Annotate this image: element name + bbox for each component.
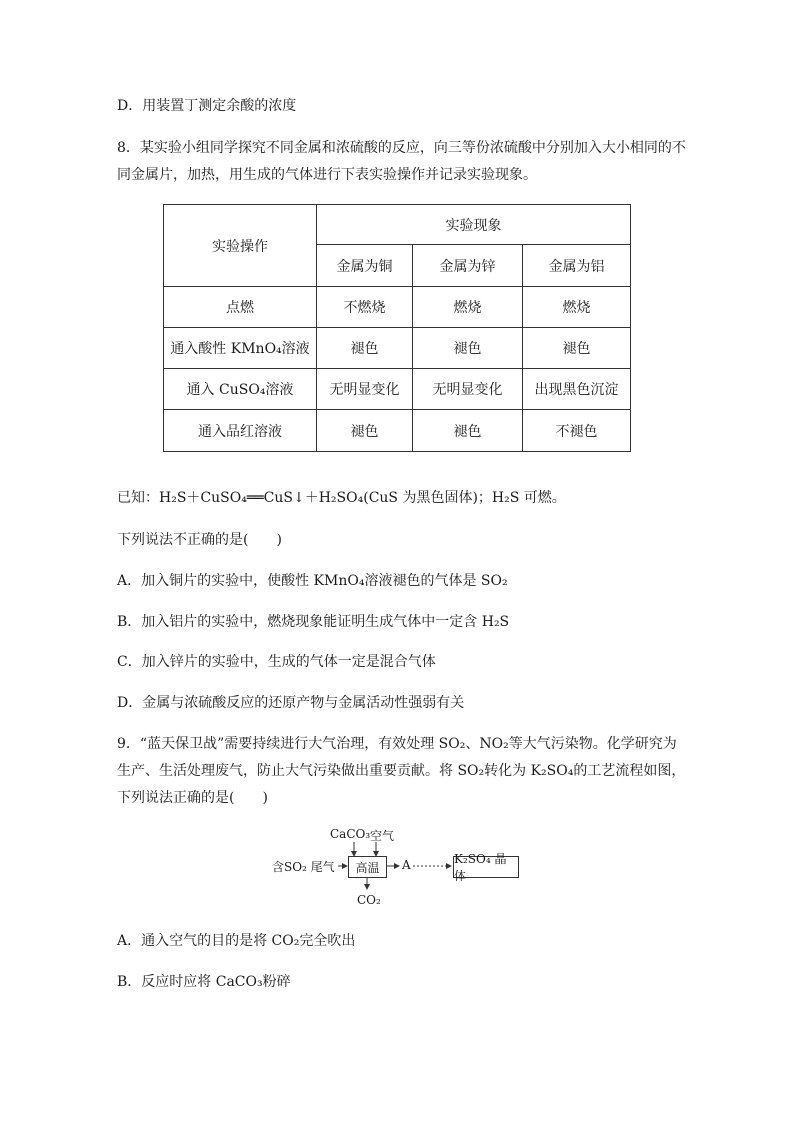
row-operation: 通入酸性 KMnO₄溶液 — [164, 328, 317, 369]
table-cell: 不褪色 — [523, 410, 631, 452]
q9-stem-line2: 生产、生活处理废气，防止大气污染做出重要贡献。将 SO₂转化为 K₂SO₄的工艺流程如图， — [117, 763, 686, 779]
q8-option-b: B．加入铝片的实验中，燃烧现象能证明生成气体中一定含 H₂S — [117, 614, 510, 630]
process-flow-diagram — [270, 825, 530, 910]
flow-process-box: 高温 — [348, 856, 387, 878]
table-cell: 燃烧 — [523, 287, 631, 328]
table-cell: 出现黑色沉淀 — [523, 369, 631, 410]
table-cell: 褪色 — [523, 328, 631, 369]
q7-option-d: D．用装置丁测定余酸的浓度 — [117, 98, 297, 114]
row-operation: 点燃 — [164, 287, 317, 328]
table-cell: 褪色 — [317, 328, 413, 369]
table-cell: 褪色 — [317, 410, 413, 452]
metal-header-aluminum: 金属为铝 — [523, 245, 631, 287]
row-operation: 通入品红溶液 — [164, 410, 317, 452]
flow-product-box: K₂SO₄ 晶体 — [453, 856, 519, 878]
header-operation: 实验操作 — [164, 205, 317, 287]
flow-intermediate: A — [402, 858, 411, 872]
table-row — [164, 328, 631, 369]
table-cell: 无明显变化 — [413, 369, 523, 410]
q8-option-d: D．金属与浓硫酸反应的还原产物与金属活动性强弱有关 — [117, 695, 465, 711]
q9-stem-line1: 9．“蓝天保卫战”需要持续进行大气治理，有效处理 SO₂、NO₂等大气污染物。化学研究为 — [117, 736, 677, 752]
q9-option-b: B．反应时应将 CaCO₃粉碎 — [117, 974, 291, 990]
flow-input-air: 空气 — [370, 829, 395, 843]
table-cell: 无明显变化 — [317, 369, 413, 410]
table-row — [164, 287, 631, 328]
metal-header-copper: 金属为铜 — [317, 245, 413, 287]
header-phenomenon: 实验现象 — [317, 205, 631, 245]
q8-option-a: A．加入铜片的实验中，使酸性 KMnO₄溶液褪色的气体是 SO₂ — [117, 573, 508, 589]
q8-option-c: C．加入锌片的实验中，生成的气体一定是混合气体 — [117, 654, 436, 670]
q8-question: 下列说法不正确的是( ) — [117, 532, 282, 548]
flow-input-caco3: CaCO₃ — [330, 827, 371, 841]
flow-input-so2-gas: 含SO₂ 尾气 — [272, 860, 335, 874]
table-cell: 褪色 — [413, 410, 523, 452]
table-cell: 不燃烧 — [317, 287, 413, 328]
row-operation: 通入 CuSO₄溶液 — [164, 369, 317, 410]
experiment-table — [163, 204, 631, 452]
q8-stem-line2: 同金属片，加热，用生成的气体进行下表实验操作并记录实验现象。 — [117, 167, 537, 183]
q8-known: 已知：H₂S＋CuSO₄══CuS↓＋H₂SO₄(CuS 为黑色固体)；H₂S 可燃。 — [117, 490, 566, 506]
q9-stem-line3: 下列说法正确的是( ) — [117, 790, 268, 806]
table-row — [164, 410, 631, 452]
table-cell: 燃烧 — [413, 287, 523, 328]
table-cell: 褪色 — [413, 328, 523, 369]
metal-header-zinc: 金属为锌 — [413, 245, 523, 287]
flow-output-co2: CO₂ — [357, 893, 381, 907]
table-row — [164, 369, 631, 410]
q9-option-a: A．通入空气的目的是将 CO₂完全吹出 — [117, 933, 356, 949]
q8-stem-line1: 8．某实验小组同学探究不同金属和浓硫酸的反应，向三等份浓硫酸中分别加入大小相同的不 — [117, 140, 686, 156]
